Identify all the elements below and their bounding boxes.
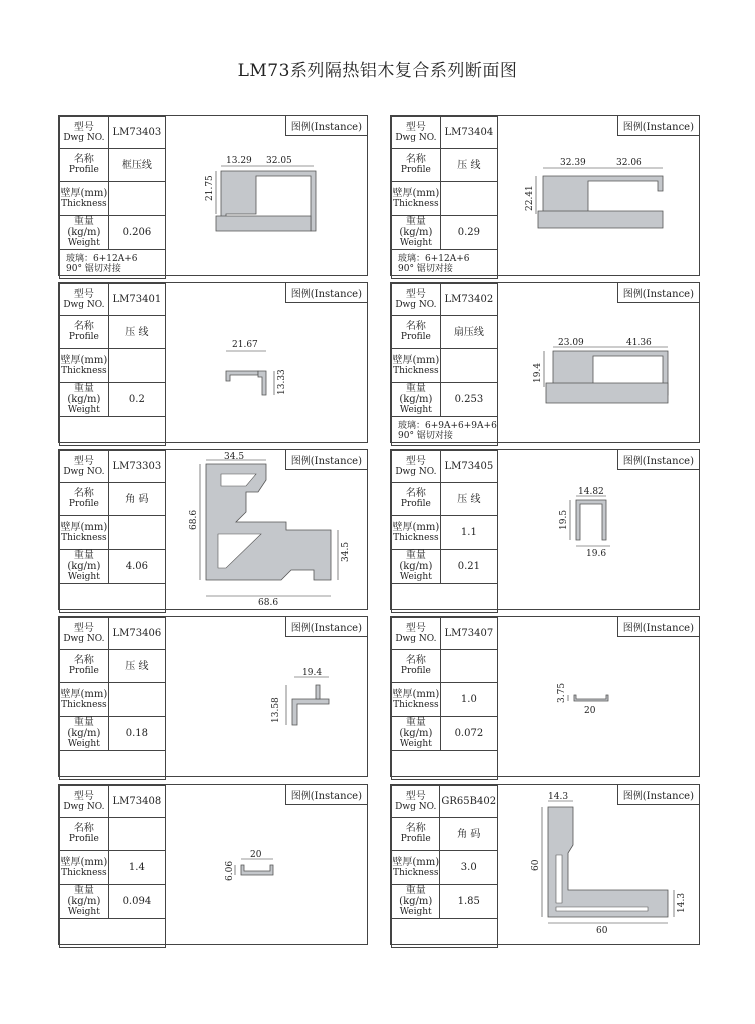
dwg-value: LM73405 xyxy=(440,451,497,483)
profile-label: 名称 Profile xyxy=(392,483,441,516)
weight-label: 重量(kg/m) Weight xyxy=(60,383,109,417)
profile-value: 压 线 xyxy=(108,316,165,349)
profile-value: 框压线 xyxy=(108,149,165,182)
profile-card xyxy=(390,784,700,945)
weight-value: 4.06 xyxy=(108,550,165,584)
instance-label: 图例(Instance) xyxy=(285,116,367,136)
dim-label: 32.39 xyxy=(560,158,586,168)
thickness-label: 壁厚(mm) Thickness xyxy=(60,683,109,717)
profile-card xyxy=(390,616,700,777)
profile-value: 扇压线 xyxy=(440,316,497,349)
thickness-value xyxy=(108,683,165,717)
weight-label: 重量(kg/m) Weight xyxy=(60,717,109,751)
instance-label: 图例(Instance) xyxy=(285,785,367,805)
dwg-value: LM73408 xyxy=(108,786,165,818)
dim-label: 13.29 xyxy=(226,156,252,166)
weight-value: 0.29 xyxy=(440,216,497,250)
dim-label: 19.5 xyxy=(559,509,569,530)
section-drawing xyxy=(166,785,369,946)
dim-label: 21.75 xyxy=(205,175,215,201)
weight-label: 重量(kg/m) Weight xyxy=(392,216,441,250)
dwg-value: LM73402 xyxy=(440,284,497,316)
profile-value xyxy=(108,818,165,851)
dwg-value: LM73303 xyxy=(108,451,165,483)
section-drawing xyxy=(166,116,369,277)
dim-label: 22.41 xyxy=(525,185,535,211)
section-drawing xyxy=(166,617,369,778)
dwg-label: 型号 Dwg NO. xyxy=(60,284,109,316)
profile-value: 角 码 xyxy=(440,818,498,851)
spec-table xyxy=(391,450,498,613)
dim-label: 14.3 xyxy=(677,892,687,913)
note xyxy=(60,919,166,948)
dim-label: 6.06 xyxy=(225,860,235,881)
dim-label: 60 xyxy=(596,926,608,936)
thickness-value xyxy=(108,349,165,383)
profile-label: 名称 Profile xyxy=(392,818,440,851)
weight-value: 1.85 xyxy=(440,885,498,919)
weight-value: 0.206 xyxy=(108,216,165,250)
weight-label: 重量(kg/m) Weight xyxy=(392,383,441,417)
dwg-label: 型号 Dwg NO. xyxy=(60,451,109,483)
profile-label: 名称 Profile xyxy=(392,650,441,683)
weight-label: 重量(kg/m) Weight xyxy=(392,885,440,919)
dwg-label: 型号 Dwg NO. xyxy=(392,117,441,149)
spec-table xyxy=(391,617,498,780)
profile-label: 名称 Profile xyxy=(60,483,109,516)
dim-label: 60 xyxy=(531,859,541,871)
weight-label: 重量(kg/m) Weight xyxy=(60,885,109,919)
dim-label: 23.09 xyxy=(558,338,584,348)
profile-card xyxy=(390,449,700,610)
note: 玻璃：6+9A+6+9A+6 90° 锯切对接 xyxy=(392,417,498,446)
thickness-label: 壁厚(mm) Thickness xyxy=(60,182,109,216)
weight-label: 重量(kg/m) Weight xyxy=(392,550,441,584)
spec-table xyxy=(59,785,166,948)
thickness-label: 壁厚(mm) Thickness xyxy=(392,516,441,550)
dim-label: 3.75 xyxy=(557,682,567,703)
dim-label: 68.6 xyxy=(258,598,279,608)
weight-value: 0.072 xyxy=(440,717,497,751)
spec-table xyxy=(59,617,166,780)
section-drawing xyxy=(166,283,369,444)
profile-value: 压 线 xyxy=(440,149,497,182)
note xyxy=(392,919,498,948)
dim-label: 20 xyxy=(584,706,596,716)
thickness-value xyxy=(440,182,497,216)
profile-value: 压 线 xyxy=(108,650,165,683)
note xyxy=(392,751,498,780)
profile-label: 名称 Profile xyxy=(60,316,109,349)
thickness-value: 3.0 xyxy=(440,851,498,885)
instance-label: 图例(Instance) xyxy=(285,617,367,637)
profile-card xyxy=(390,115,700,276)
thickness-label: 壁厚(mm) Thickness xyxy=(60,349,109,383)
profile-label: 名称 Profile xyxy=(60,149,109,182)
dim-label: 19.6 xyxy=(586,549,607,559)
weight-value: 0.094 xyxy=(108,885,165,919)
dim-label: 13.58 xyxy=(271,697,281,723)
thickness-label: 壁厚(mm) Thickness xyxy=(392,182,441,216)
profile-card xyxy=(390,282,700,443)
profile-value: 角 码 xyxy=(108,483,165,516)
profile-card xyxy=(58,449,368,610)
thickness-label: 壁厚(mm) Thickness xyxy=(392,349,441,383)
dwg-label: 型号 Dwg NO. xyxy=(392,451,441,483)
weight-value: 0.18 xyxy=(108,717,165,751)
spec-table xyxy=(391,283,498,446)
section-drawing xyxy=(498,785,701,946)
dim-label: 41.36 xyxy=(626,338,652,348)
dwg-label: 型号 Dwg NO. xyxy=(60,786,109,818)
dwg-label: 型号 Dwg NO. xyxy=(392,786,440,818)
weight-label: 重量(kg/m) Weight xyxy=(392,717,441,751)
thickness-value: 1.0 xyxy=(440,683,497,717)
profile-label: 名称 Profile xyxy=(60,818,109,851)
spec-table xyxy=(59,450,166,613)
profile-label: 名称 Profile xyxy=(392,149,441,182)
thickness-value xyxy=(108,516,165,550)
dim-label: 14.3 xyxy=(548,792,569,802)
instance-label: 图例(Instance) xyxy=(617,785,699,805)
dwg-value: LM73407 xyxy=(440,618,497,650)
weight-label: 重量(kg/m) Weight xyxy=(60,550,109,584)
note xyxy=(392,584,498,613)
note xyxy=(60,584,166,613)
note xyxy=(60,417,166,446)
note: 玻璃：6+12A+6 90° 锯切对接 xyxy=(392,250,498,279)
thickness-value: 1.1 xyxy=(440,516,497,550)
thickness-value xyxy=(108,182,165,216)
note xyxy=(60,751,166,780)
dim-label: 34.5 xyxy=(341,541,351,562)
instance-label: 图例(Instance) xyxy=(285,283,367,303)
dim-label: 21.67 xyxy=(232,340,258,350)
dwg-value: LM73401 xyxy=(108,284,165,316)
instance-label: 图例(Instance) xyxy=(617,283,699,303)
profile-value: 压 线 xyxy=(440,483,497,516)
profile-label: 名称 Profile xyxy=(60,650,109,683)
thickness-value xyxy=(440,349,497,383)
thickness-label: 壁厚(mm) Thickness xyxy=(392,683,441,717)
spec-table xyxy=(59,116,166,279)
dim-label: 32.06 xyxy=(616,158,642,168)
dwg-label: 型号 Dwg NO. xyxy=(60,117,109,149)
weight-value: 0.21 xyxy=(440,550,497,584)
dim-label: 19.4 xyxy=(302,668,323,678)
spec-table xyxy=(391,785,498,948)
page-title: LM73系列隔热铝木复合系列断面图 xyxy=(237,61,518,81)
instance-label: 图例(Instance) xyxy=(617,116,699,136)
dim-label: 13.33 xyxy=(277,369,287,395)
section-drawing xyxy=(498,283,701,444)
dwg-value: GR65B402 xyxy=(440,786,498,818)
dim-label: 32.05 xyxy=(266,156,292,166)
thickness-value: 1.4 xyxy=(108,851,165,885)
weight-value: 0.2 xyxy=(108,383,165,417)
dim-label: 14.82 xyxy=(578,487,604,497)
profile-value xyxy=(440,650,497,683)
thickness-label: 壁厚(mm) Thickness xyxy=(392,851,440,885)
instance-label: 图例(Instance) xyxy=(617,617,699,637)
profile-card xyxy=(58,784,368,945)
section-drawing xyxy=(166,450,369,611)
thickness-label: 壁厚(mm) Thickness xyxy=(60,516,109,550)
section-drawing xyxy=(498,450,701,611)
thickness-label: 壁厚(mm) Thickness xyxy=(60,851,109,885)
spec-table xyxy=(59,283,166,446)
profile-card xyxy=(58,282,368,443)
dim-label: 34.5 xyxy=(224,452,245,462)
profile-card xyxy=(58,616,368,777)
dwg-label: 型号 Dwg NO. xyxy=(392,284,441,316)
dim-label: 68.6 xyxy=(189,509,199,530)
dim-label: 20 xyxy=(250,850,262,860)
section-drawing xyxy=(498,617,701,778)
dim-label: 19.4 xyxy=(533,362,543,383)
dwg-value: LM73404 xyxy=(440,117,497,149)
spec-table xyxy=(391,116,498,279)
dwg-value: LM73406 xyxy=(108,618,165,650)
dwg-label: 型号 Dwg NO. xyxy=(60,618,109,650)
instance-label: 图例(Instance) xyxy=(617,450,699,470)
dwg-label: 型号 Dwg NO. xyxy=(392,618,441,650)
profile-card xyxy=(58,115,368,276)
instance-label: 图例(Instance) xyxy=(285,450,367,470)
weight-value: 0.253 xyxy=(440,383,497,417)
dwg-value: LM73403 xyxy=(108,117,165,149)
weight-label: 重量(kg/m) Weight xyxy=(60,216,109,250)
section-drawing xyxy=(498,116,701,277)
profile-label: 名称 Profile xyxy=(392,316,441,349)
note: 玻璃：6+12A+6 90° 锯切对接 xyxy=(60,250,166,279)
